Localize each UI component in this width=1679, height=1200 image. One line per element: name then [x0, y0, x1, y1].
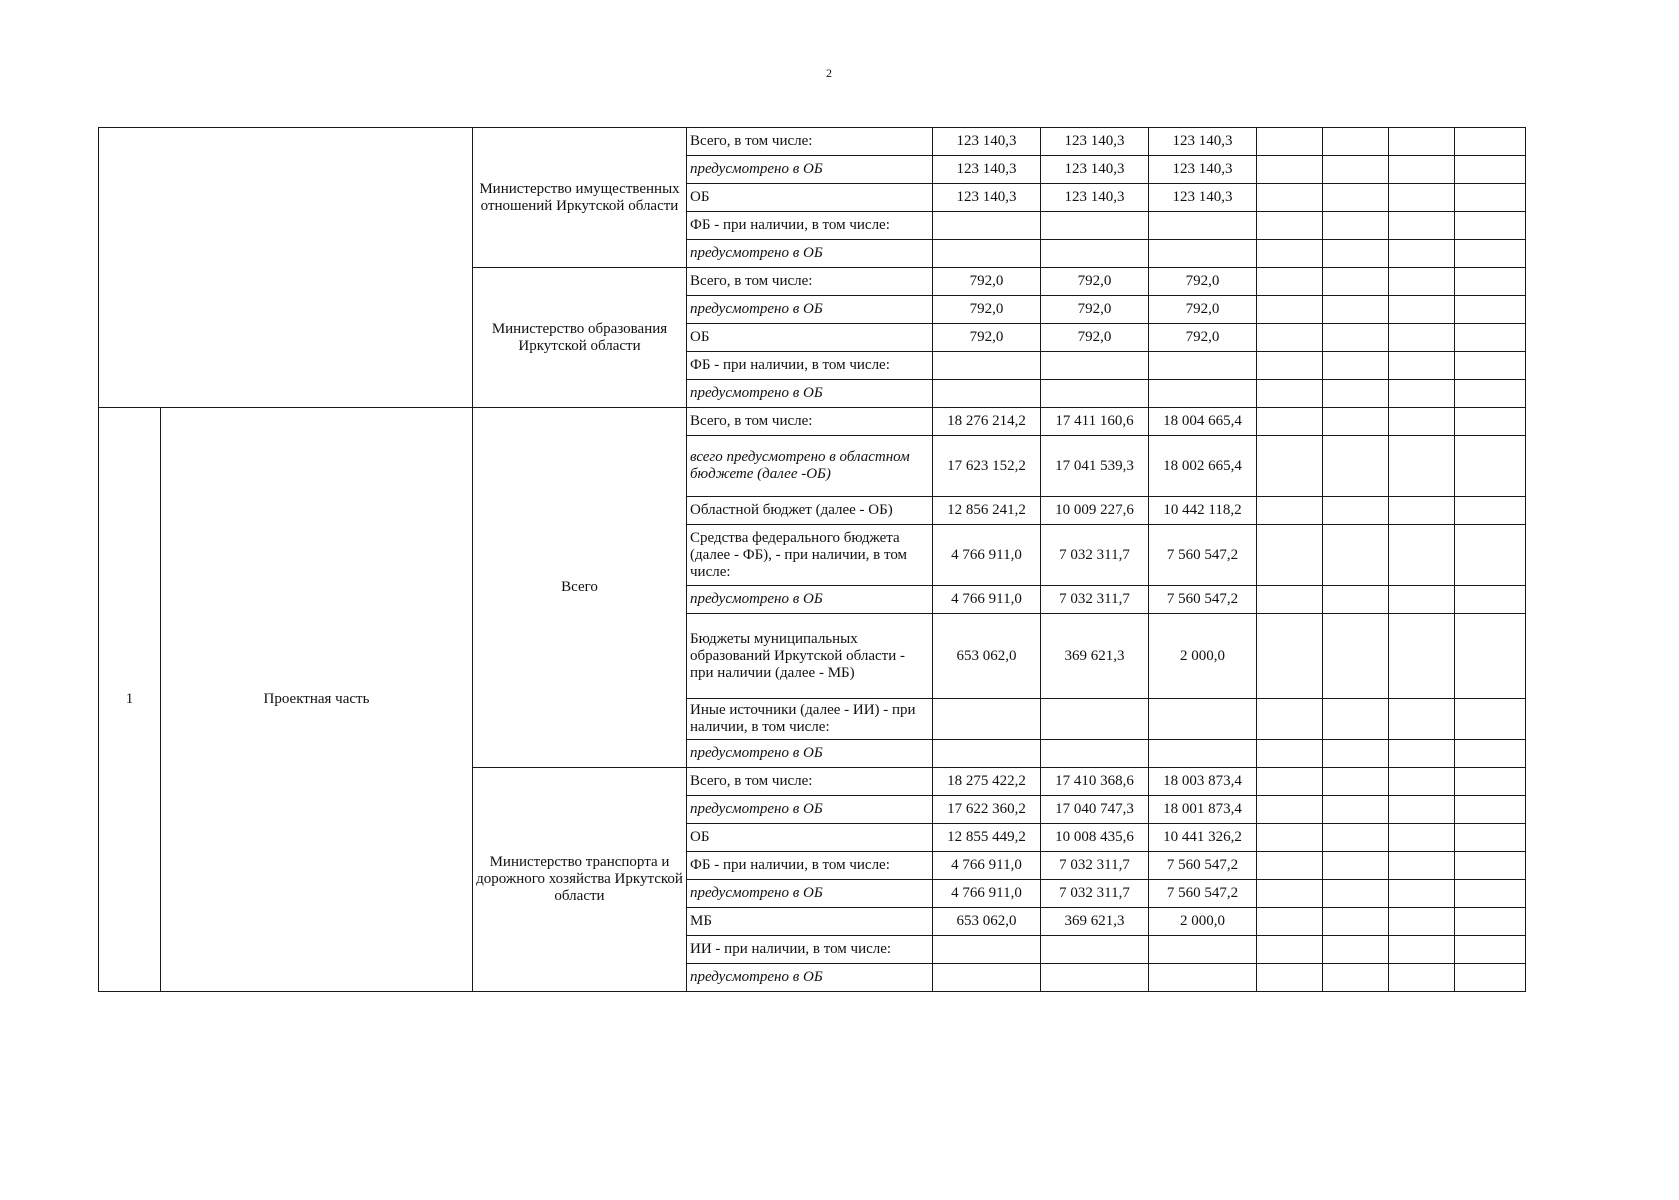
value-cell: 123 140,3 [1149, 184, 1257, 212]
value-cell: 7 032 311,7 [1041, 586, 1149, 614]
value-cell: 7 560 547,2 [1149, 880, 1257, 908]
empty-cell [1323, 614, 1389, 699]
value-cell: 17 040 747,3 [1041, 796, 1149, 824]
empty-cell [1257, 212, 1323, 240]
value-cell: 12 855 449,2 [933, 824, 1041, 852]
value-cell [1041, 740, 1149, 768]
empty-cell [1455, 352, 1526, 380]
empty-cell [1323, 380, 1389, 408]
empty-cell [1389, 296, 1455, 324]
value-cell: 17 623 152,2 [933, 436, 1041, 497]
empty-cell [1389, 768, 1455, 796]
value-cell: 4 766 911,0 [933, 586, 1041, 614]
empty-cell [1389, 824, 1455, 852]
empty-cell [1389, 964, 1455, 992]
table-row [99, 128, 1526, 156]
value-cell: 123 140,3 [933, 184, 1041, 212]
empty-cell [1389, 436, 1455, 497]
organization-cell: Министерство транспорта и дорожного хозяйства Иркутской области [473, 768, 687, 992]
empty-cell [1455, 824, 1526, 852]
value-cell: 4 766 911,0 [933, 880, 1041, 908]
empty-cell [1389, 586, 1455, 614]
empty-cell [1455, 296, 1526, 324]
empty-cell [1257, 525, 1323, 586]
value-cell: 17 410 368,6 [1041, 768, 1149, 796]
empty-cell [1389, 156, 1455, 184]
value-cell [1149, 740, 1257, 768]
empty-cell [1455, 614, 1526, 699]
empty-cell [1323, 908, 1389, 936]
empty-cell [1389, 497, 1455, 525]
source-cell: ФБ - при наличии, в том числе: [687, 852, 933, 880]
empty-cell [1389, 184, 1455, 212]
value-cell [1041, 699, 1149, 740]
empty-cell [1323, 324, 1389, 352]
empty-cell [1257, 497, 1323, 525]
empty-cell [1257, 324, 1323, 352]
value-cell: 369 621,3 [1041, 614, 1149, 699]
empty-cell [1455, 128, 1526, 156]
value-cell: 123 140,3 [1041, 184, 1149, 212]
empty-cell [1389, 699, 1455, 740]
source-cell: предусмотрено в ОБ [687, 296, 933, 324]
value-cell [1041, 352, 1149, 380]
empty-cell [1389, 352, 1455, 380]
value-cell: 653 062,0 [933, 908, 1041, 936]
empty-cell [1257, 824, 1323, 852]
source-cell: ОБ [687, 184, 933, 212]
empty-cell [1257, 740, 1323, 768]
value-cell: 123 140,3 [1149, 156, 1257, 184]
empty-cell [1389, 740, 1455, 768]
empty-cell [1455, 408, 1526, 436]
empty-cell [1455, 240, 1526, 268]
value-cell: 792,0 [1149, 296, 1257, 324]
empty-cell [1389, 240, 1455, 268]
table-row [99, 408, 1526, 436]
empty-cell [1455, 268, 1526, 296]
source-cell: предусмотрено в ОБ [687, 964, 933, 992]
value-cell: 792,0 [1149, 324, 1257, 352]
source-cell: ОБ [687, 824, 933, 852]
value-cell [933, 380, 1041, 408]
value-cell: 7 032 311,7 [1041, 880, 1149, 908]
organization-cell: Всего [473, 408, 687, 768]
value-cell: 7 560 547,2 [1149, 586, 1257, 614]
empty-cell [1389, 380, 1455, 408]
source-cell: предусмотрено в ОБ [687, 380, 933, 408]
value-cell: 10 008 435,6 [1041, 824, 1149, 852]
empty-cell [1257, 436, 1323, 497]
empty-cell [1389, 212, 1455, 240]
value-cell: 2 000,0 [1149, 908, 1257, 936]
empty-cell [1455, 380, 1526, 408]
empty-cell [1257, 614, 1323, 699]
value-cell: 18 276 214,2 [933, 408, 1041, 436]
value-cell: 2 000,0 [1149, 614, 1257, 699]
value-cell: 4 766 911,0 [933, 525, 1041, 586]
empty-cell [1455, 184, 1526, 212]
value-cell [1041, 936, 1149, 964]
empty-cell [1257, 268, 1323, 296]
value-cell: 10 442 118,2 [1149, 497, 1257, 525]
empty-cell [1389, 408, 1455, 436]
empty-cell [1455, 908, 1526, 936]
empty-cell [1455, 156, 1526, 184]
source-cell: ИИ - при наличии, в том числе: [687, 936, 933, 964]
empty-cell [1257, 699, 1323, 740]
value-cell [933, 212, 1041, 240]
empty-cell [1455, 525, 1526, 586]
value-cell: 792,0 [1041, 268, 1149, 296]
empty-cell [1323, 525, 1389, 586]
value-cell [1149, 936, 1257, 964]
value-cell [933, 352, 1041, 380]
empty-cell [1323, 408, 1389, 436]
empty-cell [1323, 824, 1389, 852]
source-cell: Всего, в том числе: [687, 268, 933, 296]
source-cell: всего предусмотрено в областном бюджете (далее -ОБ) [687, 436, 933, 497]
empty-cell [1389, 796, 1455, 824]
value-cell [933, 964, 1041, 992]
source-cell: Всего, в том числе: [687, 128, 933, 156]
value-cell: 653 062,0 [933, 614, 1041, 699]
empty-cell [1323, 128, 1389, 156]
empty-cell [1323, 352, 1389, 380]
value-cell: 792,0 [1041, 324, 1149, 352]
empty-cell [1389, 525, 1455, 586]
empty-cell [1257, 184, 1323, 212]
empty-cell [1389, 880, 1455, 908]
empty-cell [1257, 156, 1323, 184]
value-cell: 17 041 539,3 [1041, 436, 1149, 497]
empty-cell [1389, 852, 1455, 880]
empty-cell [1323, 880, 1389, 908]
table-body [99, 128, 1526, 992]
empty-cell [1323, 268, 1389, 296]
empty-cell [1389, 128, 1455, 156]
value-cell [1149, 212, 1257, 240]
source-cell: предусмотрено в ОБ [687, 586, 933, 614]
value-cell: 792,0 [1041, 296, 1149, 324]
empty-cell [1257, 408, 1323, 436]
empty-merged-cell [99, 128, 473, 408]
value-cell: 369 621,3 [1041, 908, 1149, 936]
value-cell: 792,0 [933, 268, 1041, 296]
section-name-cell: Проектная часть [161, 408, 473, 992]
organization-cell: Министерство имущественных отношений Иркутской области [473, 128, 687, 268]
empty-cell [1257, 880, 1323, 908]
row-number-cell: 1 [99, 408, 161, 992]
value-cell [933, 699, 1041, 740]
value-cell [1149, 380, 1257, 408]
source-cell: МБ [687, 908, 933, 936]
source-cell: Средства федерального бюджета (далее - ФБ), - при наличии, в том числе: [687, 525, 933, 586]
empty-cell [1323, 296, 1389, 324]
empty-cell [1257, 936, 1323, 964]
empty-cell [1455, 212, 1526, 240]
empty-cell [1389, 324, 1455, 352]
empty-cell [1257, 908, 1323, 936]
source-cell: ФБ - при наличии, в том числе: [687, 212, 933, 240]
value-cell [933, 936, 1041, 964]
empty-cell [1455, 586, 1526, 614]
empty-cell [1323, 964, 1389, 992]
empty-cell [1389, 936, 1455, 964]
empty-cell [1389, 908, 1455, 936]
source-cell: Всего, в том числе: [687, 768, 933, 796]
value-cell: 7 032 311,7 [1041, 525, 1149, 586]
empty-cell [1257, 852, 1323, 880]
value-cell [1041, 212, 1149, 240]
value-cell: 18 004 665,4 [1149, 408, 1257, 436]
source-cell: предусмотрено в ОБ [687, 796, 933, 824]
empty-cell [1455, 699, 1526, 740]
empty-cell [1257, 964, 1323, 992]
value-cell: 792,0 [1149, 268, 1257, 296]
value-cell [1149, 699, 1257, 740]
value-cell [933, 740, 1041, 768]
empty-cell [1257, 352, 1323, 380]
value-cell: 17 622 360,2 [933, 796, 1041, 824]
value-cell: 123 140,3 [1041, 156, 1149, 184]
value-cell: 10 009 227,6 [1041, 497, 1149, 525]
empty-cell [1455, 880, 1526, 908]
value-cell: 792,0 [933, 296, 1041, 324]
source-cell: Иные источники (далее - ИИ) - при наличии, в том числе: [687, 699, 933, 740]
empty-cell [1323, 436, 1389, 497]
value-cell: 18 001 873,4 [1149, 796, 1257, 824]
value-cell [1149, 352, 1257, 380]
empty-cell [1455, 852, 1526, 880]
empty-cell [1257, 240, 1323, 268]
source-cell: предусмотрено в ОБ [687, 156, 933, 184]
empty-cell [1455, 436, 1526, 497]
source-cell: Бюджеты муниципальных образований Иркутской области - при наличии (далее - МБ) [687, 614, 933, 699]
empty-cell [1455, 768, 1526, 796]
empty-cell [1455, 796, 1526, 824]
empty-cell [1389, 614, 1455, 699]
empty-cell [1455, 740, 1526, 768]
empty-cell [1323, 184, 1389, 212]
value-cell: 17 411 160,6 [1041, 408, 1149, 436]
value-cell: 123 140,3 [1041, 128, 1149, 156]
empty-cell [1455, 324, 1526, 352]
page-number: 2 [826, 66, 832, 80]
empty-cell [1323, 586, 1389, 614]
source-cell: предусмотрено в ОБ [687, 240, 933, 268]
empty-cell [1323, 852, 1389, 880]
value-cell: 4 766 911,0 [933, 852, 1041, 880]
value-cell [1149, 240, 1257, 268]
empty-cell [1455, 936, 1526, 964]
empty-cell [1257, 796, 1323, 824]
budget-table [98, 127, 1526, 992]
empty-cell [1323, 212, 1389, 240]
empty-cell [1323, 497, 1389, 525]
value-cell [1041, 380, 1149, 408]
empty-cell [1389, 268, 1455, 296]
empty-cell [1323, 699, 1389, 740]
source-cell: Областной бюджет (далее - ОБ) [687, 497, 933, 525]
source-cell: предусмотрено в ОБ [687, 740, 933, 768]
empty-cell [1323, 796, 1389, 824]
organization-cell: Министерство образования Иркутской области [473, 268, 687, 408]
value-cell [1149, 964, 1257, 992]
source-cell: предусмотрено в ОБ [687, 880, 933, 908]
value-cell: 18 003 873,4 [1149, 768, 1257, 796]
value-cell: 18 002 665,4 [1149, 436, 1257, 497]
value-cell [1041, 240, 1149, 268]
empty-cell [1257, 128, 1323, 156]
empty-cell [1455, 497, 1526, 525]
value-cell: 123 140,3 [933, 156, 1041, 184]
empty-cell [1257, 296, 1323, 324]
empty-cell [1323, 740, 1389, 768]
source-cell: Всего, в том числе: [687, 408, 933, 436]
value-cell: 10 441 326,2 [1149, 824, 1257, 852]
empty-cell [1257, 380, 1323, 408]
empty-cell [1257, 586, 1323, 614]
value-cell: 7 032 311,7 [1041, 852, 1149, 880]
value-cell [1041, 964, 1149, 992]
value-cell: 7 560 547,2 [1149, 525, 1257, 586]
value-cell: 123 140,3 [933, 128, 1041, 156]
empty-cell [1323, 936, 1389, 964]
value-cell: 792,0 [933, 324, 1041, 352]
value-cell: 18 275 422,2 [933, 768, 1041, 796]
empty-cell [1323, 768, 1389, 796]
empty-cell [1455, 964, 1526, 992]
empty-cell [1323, 156, 1389, 184]
value-cell: 123 140,3 [1149, 128, 1257, 156]
value-cell: 7 560 547,2 [1149, 852, 1257, 880]
source-cell: ОБ [687, 324, 933, 352]
empty-cell [1323, 240, 1389, 268]
empty-cell [1257, 768, 1323, 796]
value-cell [933, 240, 1041, 268]
source-cell: ФБ - при наличии, в том числе: [687, 352, 933, 380]
value-cell: 12 856 241,2 [933, 497, 1041, 525]
